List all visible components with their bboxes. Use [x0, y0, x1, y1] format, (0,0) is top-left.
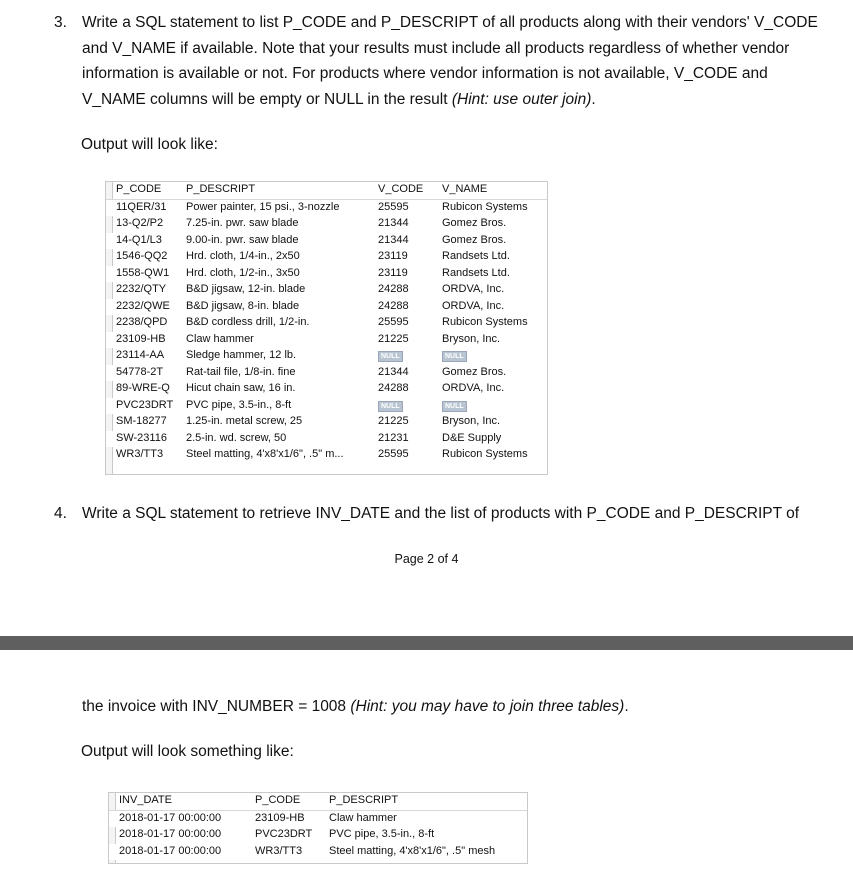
question-3-hint-end: .: [591, 90, 596, 108]
cell-p-code: PVC23DRT: [116, 398, 174, 411]
table-row[interactable]: [106, 398, 547, 415]
cell-v-code: 21225: [378, 415, 409, 427]
cell-p-descript: Claw hammer: [186, 332, 254, 345]
table-row[interactable]: [109, 827, 527, 844]
document-page-3: [0, 650, 853, 882]
cell-p-code: WR3/TT3: [255, 844, 303, 857]
page-break-divider: [0, 636, 853, 650]
column-header-p-code[interactable]: P_CODE: [116, 183, 162, 195]
cell-v-code: 25595: [378, 200, 409, 213]
cell-v-code: 25595: [378, 316, 409, 328]
question-4: [54, 501, 834, 527]
cell-v-name: Randsets Ltd.: [442, 266, 510, 279]
cell-p-descript: 1.25-in. metal screw, 25: [186, 415, 303, 427]
page-number: Page 2 of 4: [394, 552, 459, 566]
question-3-line-4-text: V_NAME columns will be empty or NULL in the result: [82, 90, 452, 108]
cell-v-code: 23119: [378, 250, 408, 262]
cell-p-code: PVC23DRT: [255, 828, 313, 840]
cell-v-name: ORDVA, Inc.: [442, 382, 505, 394]
cell-p-code: 13-Q2/P2: [116, 217, 164, 229]
cell-v-code: [378, 349, 403, 362]
cell-p-descript: 2.5-in. wd. screw, 50: [186, 431, 287, 444]
table-row[interactable]: [106, 414, 547, 431]
cell-p-descript: Claw hammer: [329, 811, 397, 824]
column-header-p-descript[interactable]: P_DESCRIPT: [329, 794, 399, 806]
question-3-hint: (Hint: use outer join): [451, 90, 592, 108]
cell-p-descript: Steel matting, 4'x8'x1/6", .5" m...: [186, 448, 344, 460]
table-row[interactable]: [109, 811, 527, 828]
cell-v-name: ORDVA, Inc.: [442, 299, 505, 312]
cell-v-code: [378, 399, 403, 412]
cell-v-name: Gomez Bros.: [442, 217, 507, 229]
table-row[interactable]: [106, 216, 547, 233]
question-3-output-label: Output will look like:: [81, 136, 218, 153]
column-header-p-descript[interactable]: P_DESCRIPT: [186, 183, 256, 195]
table-row[interactable]: [106, 381, 547, 398]
column-header-v-name[interactable]: V_NAME: [442, 183, 488, 195]
question-4-continued: [54, 694, 834, 720]
result-grid-invoice-products: [108, 792, 528, 864]
cell-v-name: Randsets Ltd.: [442, 250, 510, 262]
cell-p-descript: 7.25-in. pwr. saw blade: [186, 217, 299, 229]
cell-v-name: Rubicon Systems: [442, 316, 528, 328]
cell-v-code: 21344: [378, 217, 409, 229]
table-row[interactable]: [106, 365, 547, 382]
table-row[interactable]: [106, 266, 547, 283]
cell-v-code: 23119: [378, 266, 408, 279]
table-row[interactable]: [106, 348, 547, 365]
cell-inv-date: 2018-01-17 00:00:00: [119, 844, 222, 857]
cell-p-descript: Hrd. cloth, 1/2-in., 3x50: [186, 266, 300, 279]
question-4-line-2-text: the invoice with INV_NUMBER = 1008: [82, 698, 351, 715]
cell-v-name: [442, 349, 467, 362]
table-row[interactable]: [106, 332, 547, 349]
cell-v-code: 21231: [378, 431, 409, 444]
cell-p-descript: Hicut chain saw, 16 in.: [186, 382, 296, 394]
cell-p-descript: Rat-tail file, 1/8-in. fine: [186, 365, 296, 378]
cell-p-code: 2232/QTY: [116, 283, 167, 295]
column-header-inv-date[interactable]: INV_DATE: [119, 794, 172, 806]
table-row[interactable]: [106, 282, 547, 299]
question-3-line-4: [82, 87, 834, 113]
cell-v-name: Gomez Bros.: [442, 233, 507, 246]
cell-p-code: WR3/TT3: [116, 448, 164, 460]
cell-inv-date: 2018-01-17 00:00:00: [119, 828, 222, 840]
question-4-output-label: Output will look something like:: [81, 743, 294, 760]
question-4-hint-end: .: [624, 698, 629, 715]
cell-p-descript: B&D jigsaw, 12-in. blade: [186, 283, 306, 295]
table-row[interactable]: [106, 299, 547, 316]
table-row[interactable]: [106, 315, 547, 332]
cell-p-descript: Power painter, 15 psi., 3-nozzle: [186, 200, 340, 213]
table-row[interactable]: [106, 431, 547, 448]
cell-p-code: 2238/QPD: [116, 316, 168, 328]
cell-v-code: 25595: [378, 448, 409, 460]
question-4-hint: (Hint: you may have to join three tables): [350, 698, 625, 715]
table-row[interactable]: [106, 249, 547, 266]
cell-v-name: [442, 399, 467, 412]
cell-v-code: 21225: [378, 332, 409, 345]
cell-p-code: 23109-HB: [255, 811, 305, 824]
cell-v-name: Gomez Bros.: [442, 365, 507, 378]
table-row[interactable]: [109, 844, 527, 861]
cell-p-code: SW-23116: [116, 431, 167, 444]
cell-v-name: ORDVA, Inc.: [442, 283, 505, 295]
cell-v-name: Bryson, Inc.: [442, 415, 501, 427]
cell-p-descript: B&D cordless drill, 1/2-in.: [186, 316, 310, 328]
cell-p-code: 11QER/31: [116, 200, 167, 213]
cell-p-descript: Hrd. cloth, 1/4-in., 2x50: [186, 250, 300, 262]
cell-p-descript: B&D jigsaw, 8-in. blade: [186, 299, 300, 312]
grid-header-row: [106, 182, 547, 200]
cell-p-descript: 9.00-in. pwr. saw blade: [186, 233, 299, 246]
cell-v-code: 21344: [378, 365, 409, 378]
cell-v-name: Rubicon Systems: [442, 448, 528, 460]
null-badge: NULL: [442, 401, 467, 412]
question-4-line-2: [82, 694, 834, 720]
question-4-line-1: Write a SQL statement to retrieve INV_DATE and the list of products with P_CODE and P_DESCRIPT of: [82, 505, 800, 522]
cell-v-name: Rubicon Systems: [442, 200, 528, 213]
table-row[interactable]: [106, 200, 547, 217]
cell-p-code: SM-18277: [116, 415, 167, 427]
question-3-line-2: and V_NAME if available. Note that your results must include all products regardless of whether vendor: [82, 39, 790, 57]
cell-v-name: D&E Supply: [442, 431, 502, 444]
cell-p-descript: Sledge hammer, 12 lb.: [186, 349, 297, 361]
cell-p-code: 89-WRE-Q: [116, 382, 170, 394]
table-row[interactable]: [106, 447, 547, 464]
null-badge: NULL: [378, 351, 403, 362]
column-header-v-code[interactable]: V_CODE: [378, 183, 424, 195]
question-4-number: 4.: [54, 505, 67, 522]
cell-v-code: 24288: [378, 382, 409, 394]
question-3-line-1: Write a SQL statement to list P_CODE and P_DESCRIPT of all products along with their vendors' V_CODE: [82, 14, 818, 31]
cell-p-code: 1546-QQ2: [116, 250, 168, 262]
cell-p-code: 54778-2T: [116, 365, 164, 378]
cell-v-code: 24288: [378, 283, 409, 295]
cell-v-code: 21344: [378, 233, 409, 246]
grid-header-row: [109, 793, 527, 811]
question-3-number: 3.: [54, 14, 67, 31]
cell-v-name: Bryson, Inc.: [442, 332, 501, 345]
question-3: [54, 10, 834, 112]
result-grid-products-vendors: [105, 181, 548, 475]
cell-inv-date: 2018-01-17 00:00:00: [119, 811, 222, 824]
cell-p-descript: PVC pipe, 3.5-in., 8-ft: [329, 828, 435, 840]
cell-p-code: 14-Q1/L3: [116, 233, 162, 246]
column-header-p-code[interactable]: P_CODE: [255, 794, 301, 806]
null-badge: NULL: [378, 401, 403, 412]
cell-p-code: 1558-QW1: [116, 266, 170, 279]
cell-p-code: 2232/QWE: [116, 299, 170, 312]
cell-p-code: 23114-AA: [116, 349, 165, 361]
cell-v-code: 24288: [378, 299, 409, 312]
table-row[interactable]: [106, 233, 547, 250]
cell-p-descript: PVC pipe, 3.5-in., 8-ft: [186, 398, 292, 411]
null-badge: NULL: [442, 351, 467, 362]
cell-p-code: 23109-HB: [116, 332, 166, 345]
question-3-line-3: information is available or not. For products where vendor information is not available, V_CODE and: [82, 65, 768, 82]
cell-p-descript: Steel matting, 4'x8'x1/6", .5" mesh: [329, 844, 496, 857]
